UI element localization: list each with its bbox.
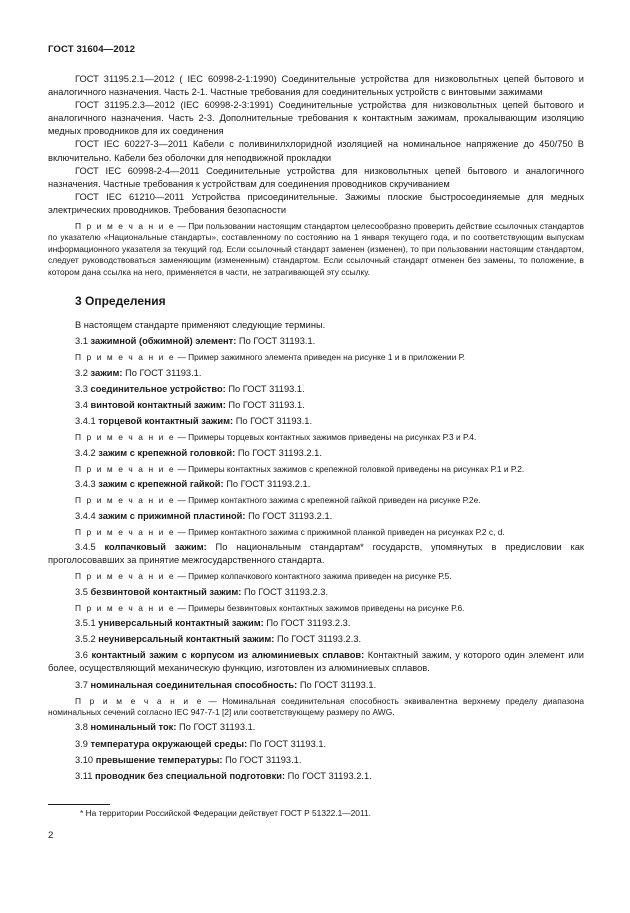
term-entry: 3.7 номинальная соединительная способность: По ГОСТ 31193.1. <box>75 679 377 690</box>
term-entry: 3.5.1 универсальный контактный зажим: По ГОСТ 31193.2.3. <box>75 618 351 629</box>
term-note: П р и м е ч а н и е — Пример контактного зажима с крепежной гайкой приведен на рисунке Р.2е. <box>75 495 481 506</box>
term-entry: 3.8 номинальный ток: По ГОСТ 31193.1. <box>75 722 256 733</box>
term-note: П р и м е ч а н и е — Примеры безвинтовых контактных зажимов приведены на рисунке Р.6. <box>75 602 465 613</box>
term-entry: 3.4.5 колпачковый зажим: По национальным стандартам* государств, упомянутых в предисловии как проголосовавших за принятие межгосударственного стандарта. <box>48 542 584 566</box>
document-header: ГОСТ 31604—2012 <box>48 44 136 55</box>
note-text: — При пользовании настоящим стандартом целесообразно проверить действие ссылочных стандартов по указателю «Национальные стандарты», составленному по состоянию на 1 января текущего года, и по соответствующим выпускам информационного указателя за текущий год. Если ссылочный стандарт заменен (изменен), то при пользовании настоящим стандартом, следует руководствоваться заменяющим (измененным) стандартом. Если ссылочный стандарт отменен без замены, то положение, в котором дана ссылка на него, применяется в части, не затрагивающей эту ссылку. <box>48 221 584 277</box>
section-title: 3 Определения <box>75 294 166 309</box>
term-note: П р и м е ч а н и е — Примеры контактных зажимов с крепежной головкой приведены на рисунках Р.1 и Р.2. <box>75 463 525 474</box>
term-note: П р и м е ч а н и е — Пример контактного зажима с прижимной планкой приведен на рисунках Р.2 с, d. <box>75 526 505 537</box>
term-entry: 3.4.2 зажим с крепежной головкой: По ГОСТ 31193.2.1. <box>75 447 322 458</box>
term-note: П р и м е ч а н и е — Пример зажимного элемента приведен на рисунке 1 и в приложении Р. <box>75 352 465 363</box>
term-entry: 3.4.1 торцевой контактный зажим: По ГОСТ 31193.1. <box>75 416 313 427</box>
term-entry: 3.1 зажимной (обжимной) элемент: По ГОСТ 31193.1. <box>75 336 316 347</box>
term-note: П р и м е ч а н и е — Примеры торцевых контактных зажимов приведены на рисунках Р.3 и Р.4. <box>75 432 477 443</box>
term-note: П р и м е ч а н и е — Пример колпачкового контактного зажима приведен на рисунке Р.5. <box>75 571 452 582</box>
note-label: П р и м е ч а н и е <box>75 221 176 232</box>
normative-reference: ГОСТ 31195.2.3—2012 (IEC 60998-2-3:1991) Соединительные устройства для низковольтных цепей бытового и аналогичного назначения. Часть 2-3. Дополнительные требования к контактным зажимам, прокалывающим изоляцию медных проводников для их соединения <box>48 100 584 137</box>
term-entry: 3.6 контактный зажим с корпусом из алюминиевых сплавов: Контактный зажим, у которого один элемент или более, осуществляющий механическую функцию, изготовлен из алюминиевых сплавов. <box>48 650 585 674</box>
page-number: 2 <box>48 830 54 841</box>
term-note: П р и м е ч а н и е — Номинальная соединительная способность эквивалентна верхнему пределу диапазона номинальных сечений согласно IEC 947-7-1 [2] или соответствующему размеру по AWG. <box>48 695 584 717</box>
term-entry: 3.2 зажим: По ГОСТ 31193.1. <box>75 367 202 378</box>
document-body <box>48 73 584 783</box>
term-entry: 3.10 превышение температуры: По ГОСТ 31193.1. <box>75 754 302 765</box>
footnote: * На территории Российской Федерации действует ГОСТ Р 51322.1—2011. <box>80 808 371 818</box>
normative-reference: ГОСТ IEC 60227-3—2011 Кабели с поливинилхлоридной изоляцией на номинальное напряжение до 450/750 В включительно. Кабели без оболочки для неподвижной прокладки <box>48 139 584 163</box>
term-entry: 3.4.3 зажим с крепежной гайкой: По ГОСТ 31193.2.1. <box>75 479 311 490</box>
term-entry: 3.4.4 зажим с прижимной пластиной: По ГОСТ 31193.2.1. <box>75 510 333 521</box>
term-entry: 3.5.2 неуниверсальный контактный зажим: По ГОСТ 31193.2.3. <box>75 634 362 645</box>
term-entry: 3.4 винтовой контактный зажим: По ГОСТ 31193.1. <box>75 399 305 410</box>
term-entry: 3.5 безвинтовой контактный зажим: По ГОСТ 31193.2.3. <box>75 586 329 597</box>
term-entry: 3.11 проводник без специальной подготовки: По ГОСТ 31193.2.1. <box>75 770 372 781</box>
term-entry: 3.3 соединительное устройство: По ГОСТ 31193.1. <box>75 383 305 394</box>
normative-reference: ГОСТ IEC 60998-2-4—2011 Соединительные устройства для низковольтных цепей бытового и аналогичного назначения. Частные требования к устройствам для соединения проводников скручиванием <box>48 165 584 189</box>
term-entry: 3.9 температура окружающей среды: По ГОСТ 31193.1. <box>75 738 327 749</box>
normative-reference: ГОСТ 31195.2.1—2012 ( IEC 60998-2-1:1990) Соединительные устройства для низковольтных цепей бытового и аналогичного назначения. Часть 2-1. Частные требования для соединительных устройств с винтовыми зажимами <box>48 74 584 98</box>
footnote-divider <box>48 804 110 805</box>
section-intro: В настоящем стандарте применяют следующие термины. <box>75 320 326 331</box>
normative-reference: ГОСТ IEC 61210—2011 Устройства присоединительные. Зажимы плоские быстросоединяемые для медных электрических проводников. Требования безопасности <box>48 191 584 215</box>
reference-note <box>48 221 584 278</box>
